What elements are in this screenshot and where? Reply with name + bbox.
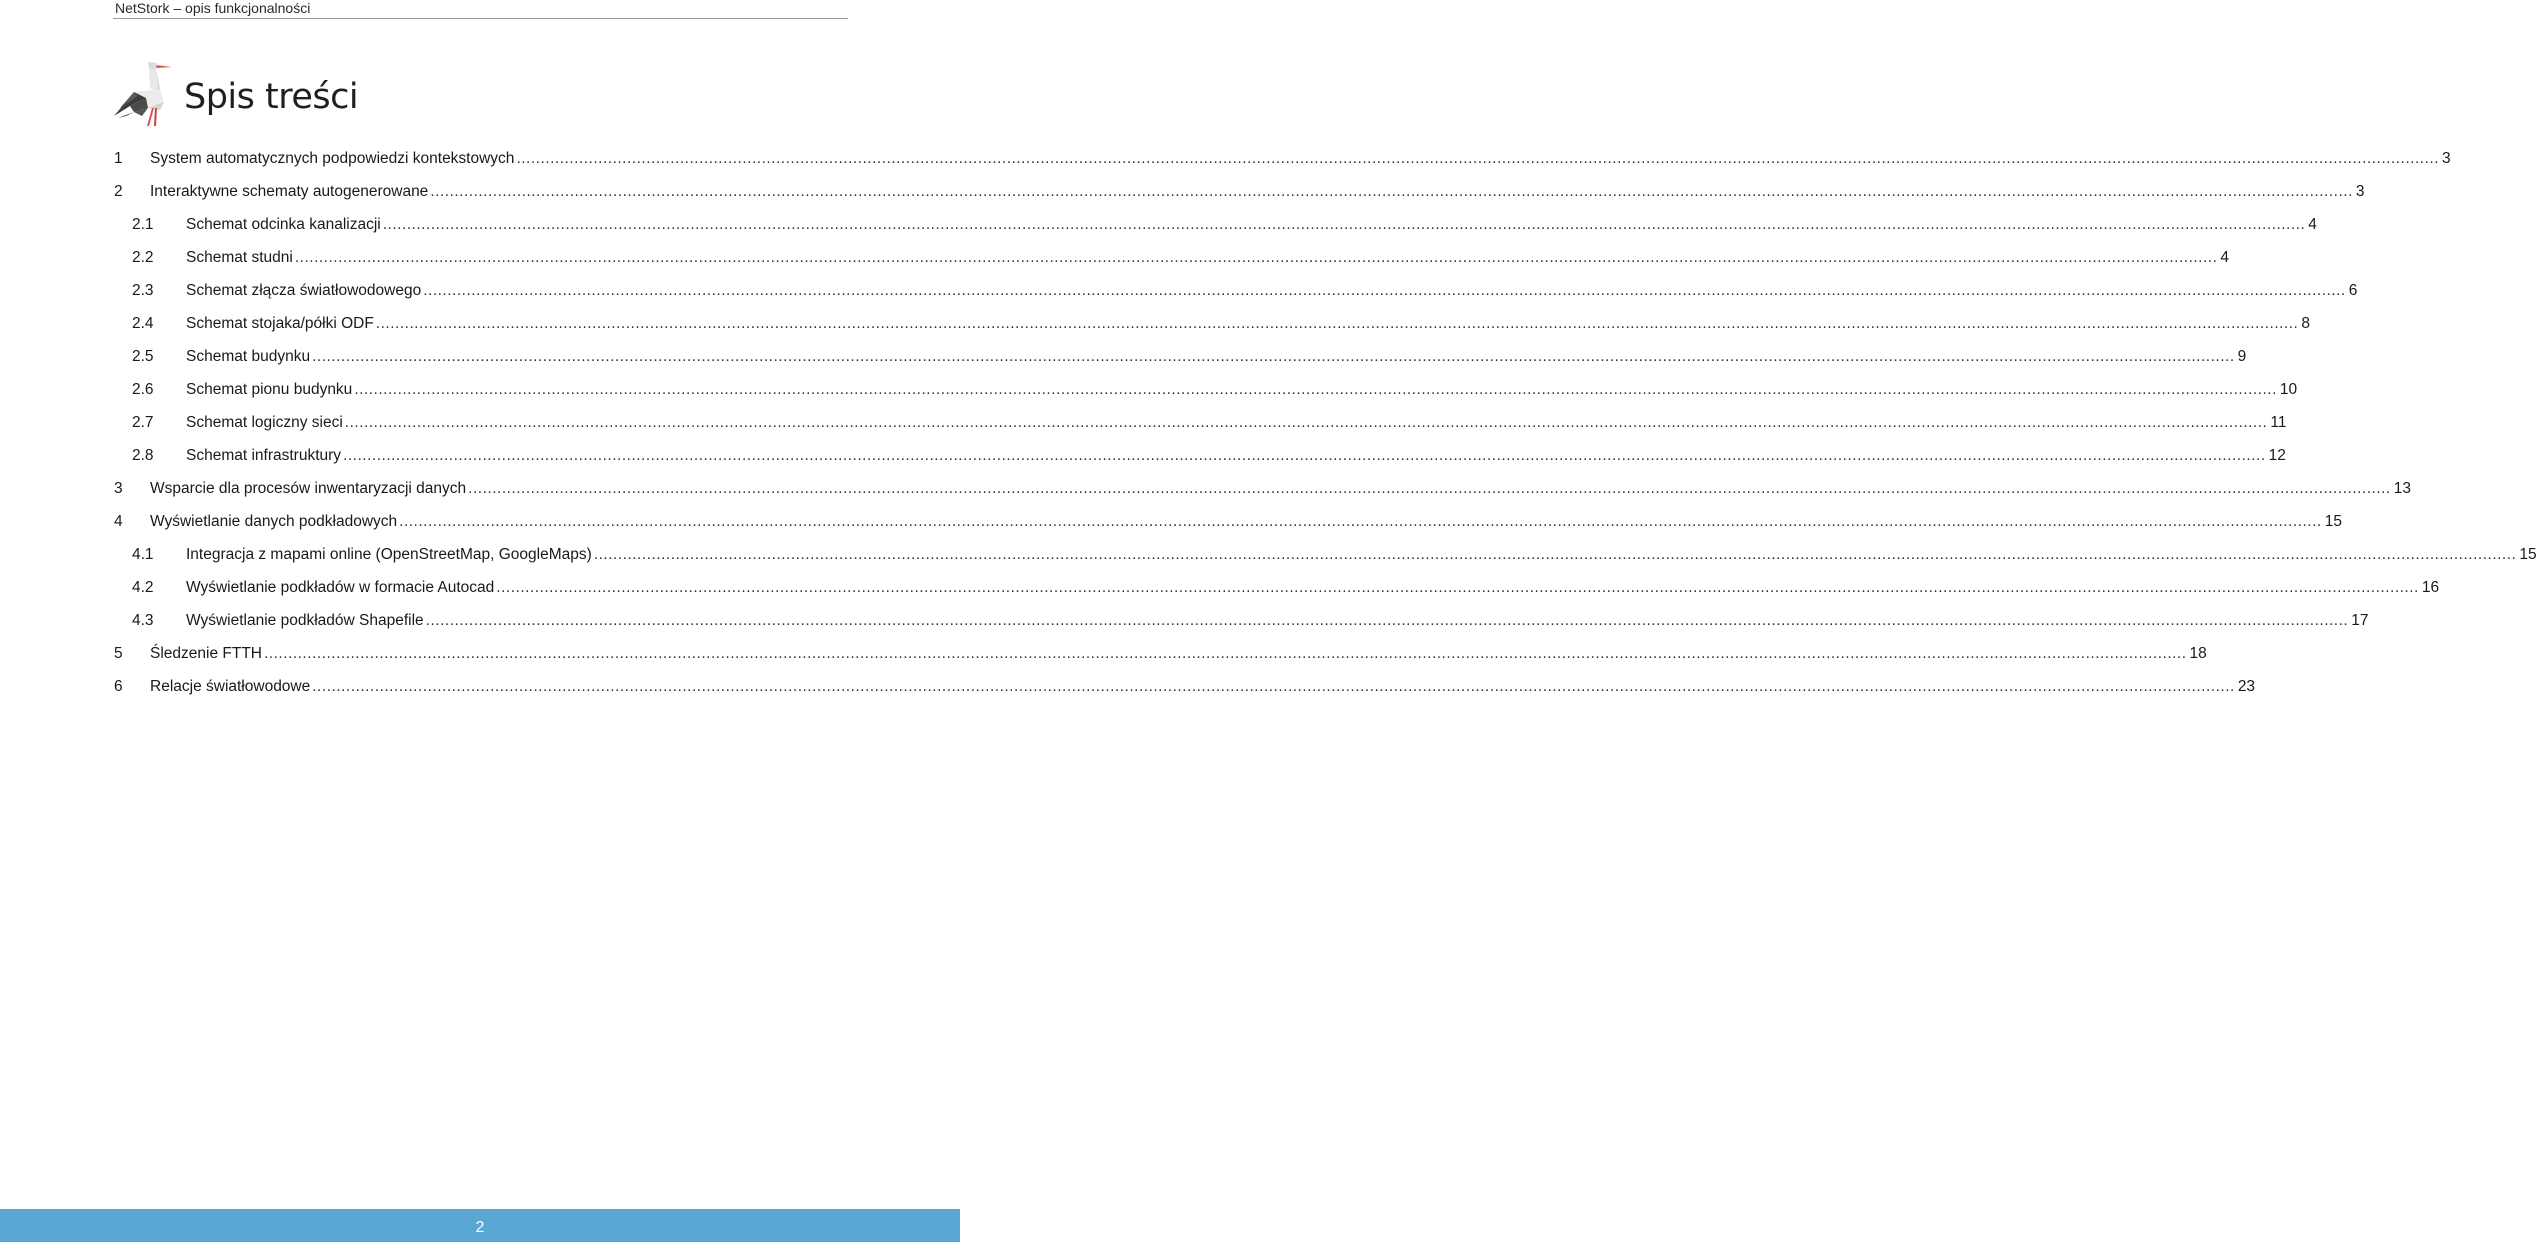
toc-entry[interactable] [114,472,2411,505]
toc-entry-number: 2.1 [132,216,154,233]
toc-entry-page: 3 [2355,183,2365,200]
footer-page-number: 2 [475,1219,485,1236]
toc-entry-number: 2.4 [132,315,154,332]
toc-entry[interactable] [114,340,2247,373]
toc-entry-page: 4 [2308,216,2317,233]
running-header [113,0,848,19]
toc-dot-leader: ................................................................................................................................................................................................................................................................................................................................................................................................................ [354,381,2277,398]
toc-entry-label: Wyświetlanie podkładów w formacie Autocad [186,579,495,596]
toc-entry-number: 5 [114,645,123,662]
running-header-title: NetStork – opis funkcjonalności [115,0,311,16]
toc-dot-leader: ................................................................................................................................................................................................................................................................................................................................................................................................................ [382,216,2306,233]
toc-entry-number: 2.2 [132,249,154,266]
toc-entry-page: 17 [2351,612,2369,629]
stork-logo-icon [112,58,178,128]
toc-entry-label: Wsparcie dla procesów inwentaryzacji danych [150,480,467,497]
toc-dot-leader: ................................................................................................................................................................................................................................................................................................................................................................................................................ [423,282,2346,299]
toc-entry[interactable] [114,406,2287,439]
toc-entry-page: 13 [2393,480,2411,497]
toc-entry-label: Schemat odcinka kanalizacji [186,216,381,233]
toc-entry-page: 3 [2442,150,2451,167]
page-title: Spis treści [184,77,359,117]
toc-dot-leader: ................................................................................................................................................................................................................................................................................................................................................................................................................ [593,546,2517,563]
toc-entry[interactable] [114,208,2317,241]
toc-entry[interactable] [114,505,2342,538]
toc-dot-leader: ................................................................................................................................................................................................................................................................................................................................................................................................................ [343,447,2266,464]
toc-entry-page: 12 [2268,447,2286,464]
toc-dot-leader: ................................................................................................................................................................................................................................................................................................................................................................................................................ [312,348,2235,365]
toc-entry-page: 10 [2279,381,2298,398]
toc-entry-label: Integracja z mapami online (OpenStreetMap, GoogleMaps) [186,546,592,563]
toc-entry[interactable] [114,604,2369,637]
toc-entry-label: Interaktywne schematy autogenerowane [150,183,429,200]
toc-dot-leader: ................................................................................................................................................................................................................................................................................................................................................................................................................ [516,150,2439,167]
title-block [112,58,412,130]
toc-entry[interactable] [114,571,2440,604]
toc-entry[interactable] [114,670,2256,703]
toc-entry-number: 2.5 [132,348,154,365]
toc-entry-label: Schemat infrastruktury [186,447,342,464]
toc-entry-number: 2.7 [132,414,154,431]
toc-entry-page: 18 [2189,645,2207,662]
toc-entry-number: 6 [114,678,123,695]
toc-entry-page: 23 [2237,678,2256,695]
toc-dot-leader: ................................................................................................................................................................................................................................................................................................................................................................................................................ [294,249,2218,266]
toc-entry-page: 11 [2270,414,2287,431]
toc-dot-leader: ................................................................................................................................................................................................................................................................................................................................................................................................................ [263,645,2187,662]
toc-entry[interactable] [114,439,2286,472]
toc-entry[interactable] [114,241,2230,274]
toc-entry[interactable] [114,538,2537,571]
toc-entry-label: Wyświetlanie danych podkładowych [150,513,398,530]
toc-entry-number: 4.2 [132,579,154,596]
toc-entry-label: System automatycznych podpowiedzi kontekstowych [150,150,515,167]
toc-entry-number: 1 [114,150,123,167]
toc-dot-leader: ................................................................................................................................................................................................................................................................................................................................................................................................................ [312,678,2235,695]
toc-entry-label: Schemat budynku [186,348,311,365]
toc-entry[interactable] [114,274,2358,307]
toc-entry[interactable] [114,637,2207,670]
toc-entry-label: Schemat złącza światłowodowego [186,282,422,299]
toc-entry-number: 2.6 [132,381,154,398]
toc-entry-number: 2.3 [132,282,154,299]
toc-entry-page: 15 [2324,513,2342,530]
toc-entry-number: 2 [114,183,123,200]
toc-entry-label: Schemat pionu budynku [186,381,353,398]
toc-entry-page: 8 [2301,315,2310,332]
toc-dot-leader: ................................................................................................................................................................................................................................................................................................................................................................................................................ [399,513,2322,530]
toc-dot-leader: ................................................................................................................................................................................................................................................................................................................................................................................................................ [344,414,2268,431]
toc-entry[interactable] [114,373,2298,406]
toc-dot-leader: ................................................................................................................................................................................................................................................................................................................................................................................................................ [496,579,2419,596]
toc-entry-label: Schemat stojaka/półki ODF [186,315,374,332]
toc-entry-number: 4 [114,513,123,530]
toc-entry-label: Śledzenie FTTH [150,645,262,662]
toc-dot-leader: ................................................................................................................................................................................................................................................................................................................................................................................................................ [425,612,2349,629]
toc-entry[interactable] [114,175,2365,208]
toc-entry-page: 4 [2220,249,2230,266]
toc-entry-label: Relacje światłowodowe [150,678,311,695]
toc-entry[interactable] [114,142,2451,175]
toc-entry-page: 16 [2421,579,2440,596]
toc-entry-number: 3 [114,480,123,497]
toc-entry-number: 2.8 [132,447,154,464]
toc-entry-label: Wyświetlanie podkładów Shapefile [186,612,424,629]
toc-dot-leader: ................................................................................................................................................................................................................................................................................................................................................................................................................ [430,183,2353,200]
toc-entry-number: 4.1 [132,546,154,563]
toc-entry-label: Schemat logiczny sieci [186,414,343,431]
footer-bar [0,1209,960,1242]
toc-entry-page: 15 [2519,546,2537,563]
toc-entry-page: 6 [2348,282,2358,299]
toc-dot-leader: ................................................................................................................................................................................................................................................................................................................................................................................................................ [375,315,2299,332]
toc-dot-leader: ................................................................................................................................................................................................................................................................................................................................................................................................................ [468,480,2391,497]
toc-entry-number: 4.3 [132,612,154,629]
toc-entry[interactable] [114,307,2310,340]
toc-entry-page: 9 [2237,348,2247,365]
toc-entry-label: Schemat studni [186,249,293,266]
